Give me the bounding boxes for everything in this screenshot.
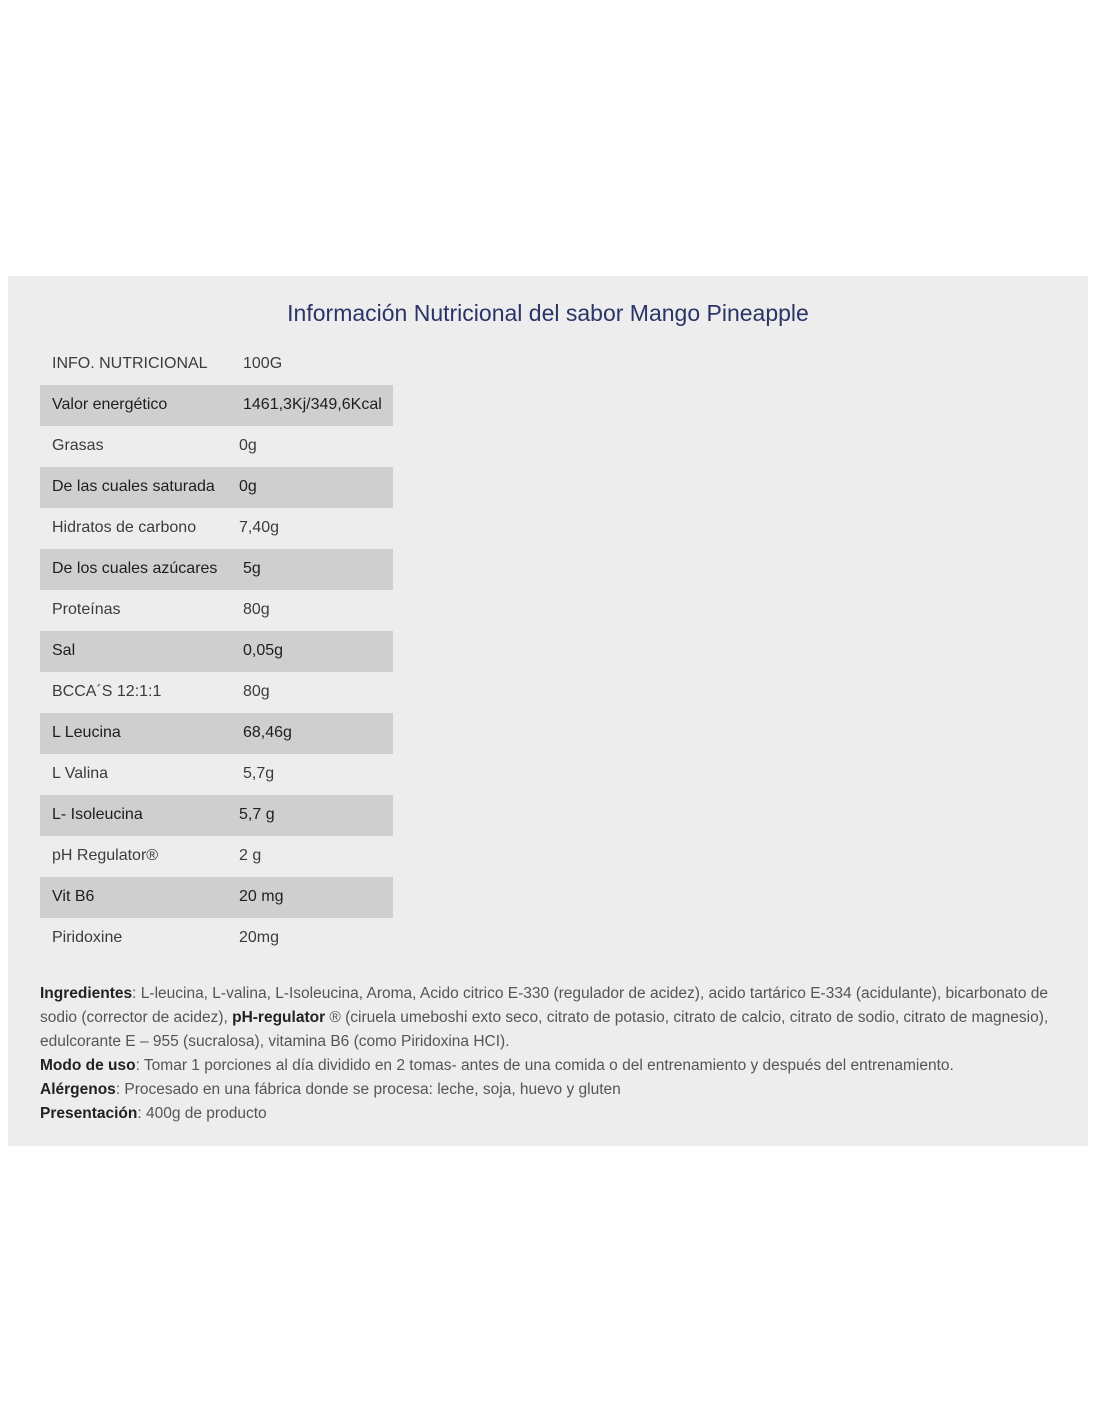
table-row [40, 795, 393, 836]
row-value: 5g [243, 560, 261, 577]
row-value: 2 g [239, 847, 262, 864]
table-row [40, 631, 393, 672]
usage-text: : Tomar 1 porciones al día dividido en 2 tomas- antes de una comida o del entrenamiento y después del entrenamiento. [135, 1057, 954, 1074]
nutrition-panel [8, 276, 1088, 1146]
presentation-text: : 400g de producto [137, 1105, 267, 1122]
table-row [40, 877, 393, 918]
presentation-label: Presentación [40, 1105, 138, 1122]
table-row [40, 590, 393, 631]
row-label: Sal [52, 642, 76, 659]
row-label: BCCA´S 12:1:1 [52, 683, 162, 700]
row-value: 68,46g [243, 724, 292, 741]
row-label: L Leucina [52, 724, 121, 741]
row-label: Piridoxine [52, 929, 123, 946]
row-label: Proteínas [52, 601, 121, 618]
row-value: 80g [243, 683, 270, 700]
table-row [40, 713, 393, 754]
row-value: 5,7g [243, 765, 275, 782]
row-label: pH Regulator® [52, 847, 159, 864]
ingredients-text-continued: ® (ciruela umeboshi exto seco, citrato de potasio, citrato de calcio, citrato de sodio, citrato de magnesio), edulcorante E – 955 (sucralosa), vitamina B6 (como Piridoxina HCI). [40, 1009, 1049, 1050]
allergens-label: Alérgenos [40, 1081, 116, 1098]
row-label: L- Isoleucina [52, 806, 143, 823]
table-row [40, 672, 393, 713]
nutrition-table [40, 344, 393, 959]
page-title: Información Nutricional del sabor Mango Pineapple [287, 300, 809, 326]
table-row [40, 754, 393, 795]
table-row [40, 508, 393, 549]
ingredients-paragraph [40, 982, 1065, 1054]
ph-regulator-label: pH-regulator [232, 1009, 326, 1026]
row-label: L Valina [52, 765, 109, 782]
row-value: 0g [239, 437, 257, 454]
usage-paragraph [40, 1054, 1065, 1078]
allergens-text: : Procesado en una fábrica donde se procesa: leche, soja, huevo y gluten [115, 1081, 621, 1098]
row-value: 7,40g [239, 519, 280, 536]
row-value: 0,05g [243, 642, 284, 659]
table-row [40, 467, 393, 508]
row-value: 20 mg [239, 888, 284, 905]
row-value: 100G [243, 355, 283, 372]
allergens-paragraph [40, 1078, 1065, 1102]
row-value: 1461,3Kj/349,6Kcal [243, 396, 382, 413]
row-value: 80g [243, 601, 270, 618]
ingredients-label: Ingredientes [40, 985, 133, 1002]
row-label: Grasas [52, 437, 104, 454]
row-label: Valor energético [52, 396, 168, 413]
row-label: Vit B6 [52, 888, 95, 905]
usage-label: Modo de uso [40, 1057, 136, 1074]
row-value: 5,7 g [239, 806, 275, 823]
row-label: De las cuales saturada [52, 478, 215, 495]
ingredients-text: : L-leucina, L-valina, L-Isoleucina, Aroma, Acido citrico E-330 (regulador de acidez), acido tartárico E-334 (acidulante), bicarbonato de sodio (corrector de acidez), [40, 985, 1049, 1026]
presentation-paragraph [40, 1102, 1065, 1126]
table-row [40, 385, 393, 426]
table-row [40, 426, 393, 467]
table-row [40, 344, 393, 385]
product-description [40, 982, 1065, 1126]
table-row [40, 918, 393, 959]
row-label: INFO. NUTRICIONAL [52, 355, 208, 372]
row-label: De los cuales azúcares [52, 560, 218, 577]
row-label: Hidratos de carbono [52, 519, 197, 536]
table-row [40, 836, 393, 877]
row-value: 20mg [239, 929, 280, 946]
row-value: 0g [239, 478, 257, 495]
table-row [40, 549, 393, 590]
